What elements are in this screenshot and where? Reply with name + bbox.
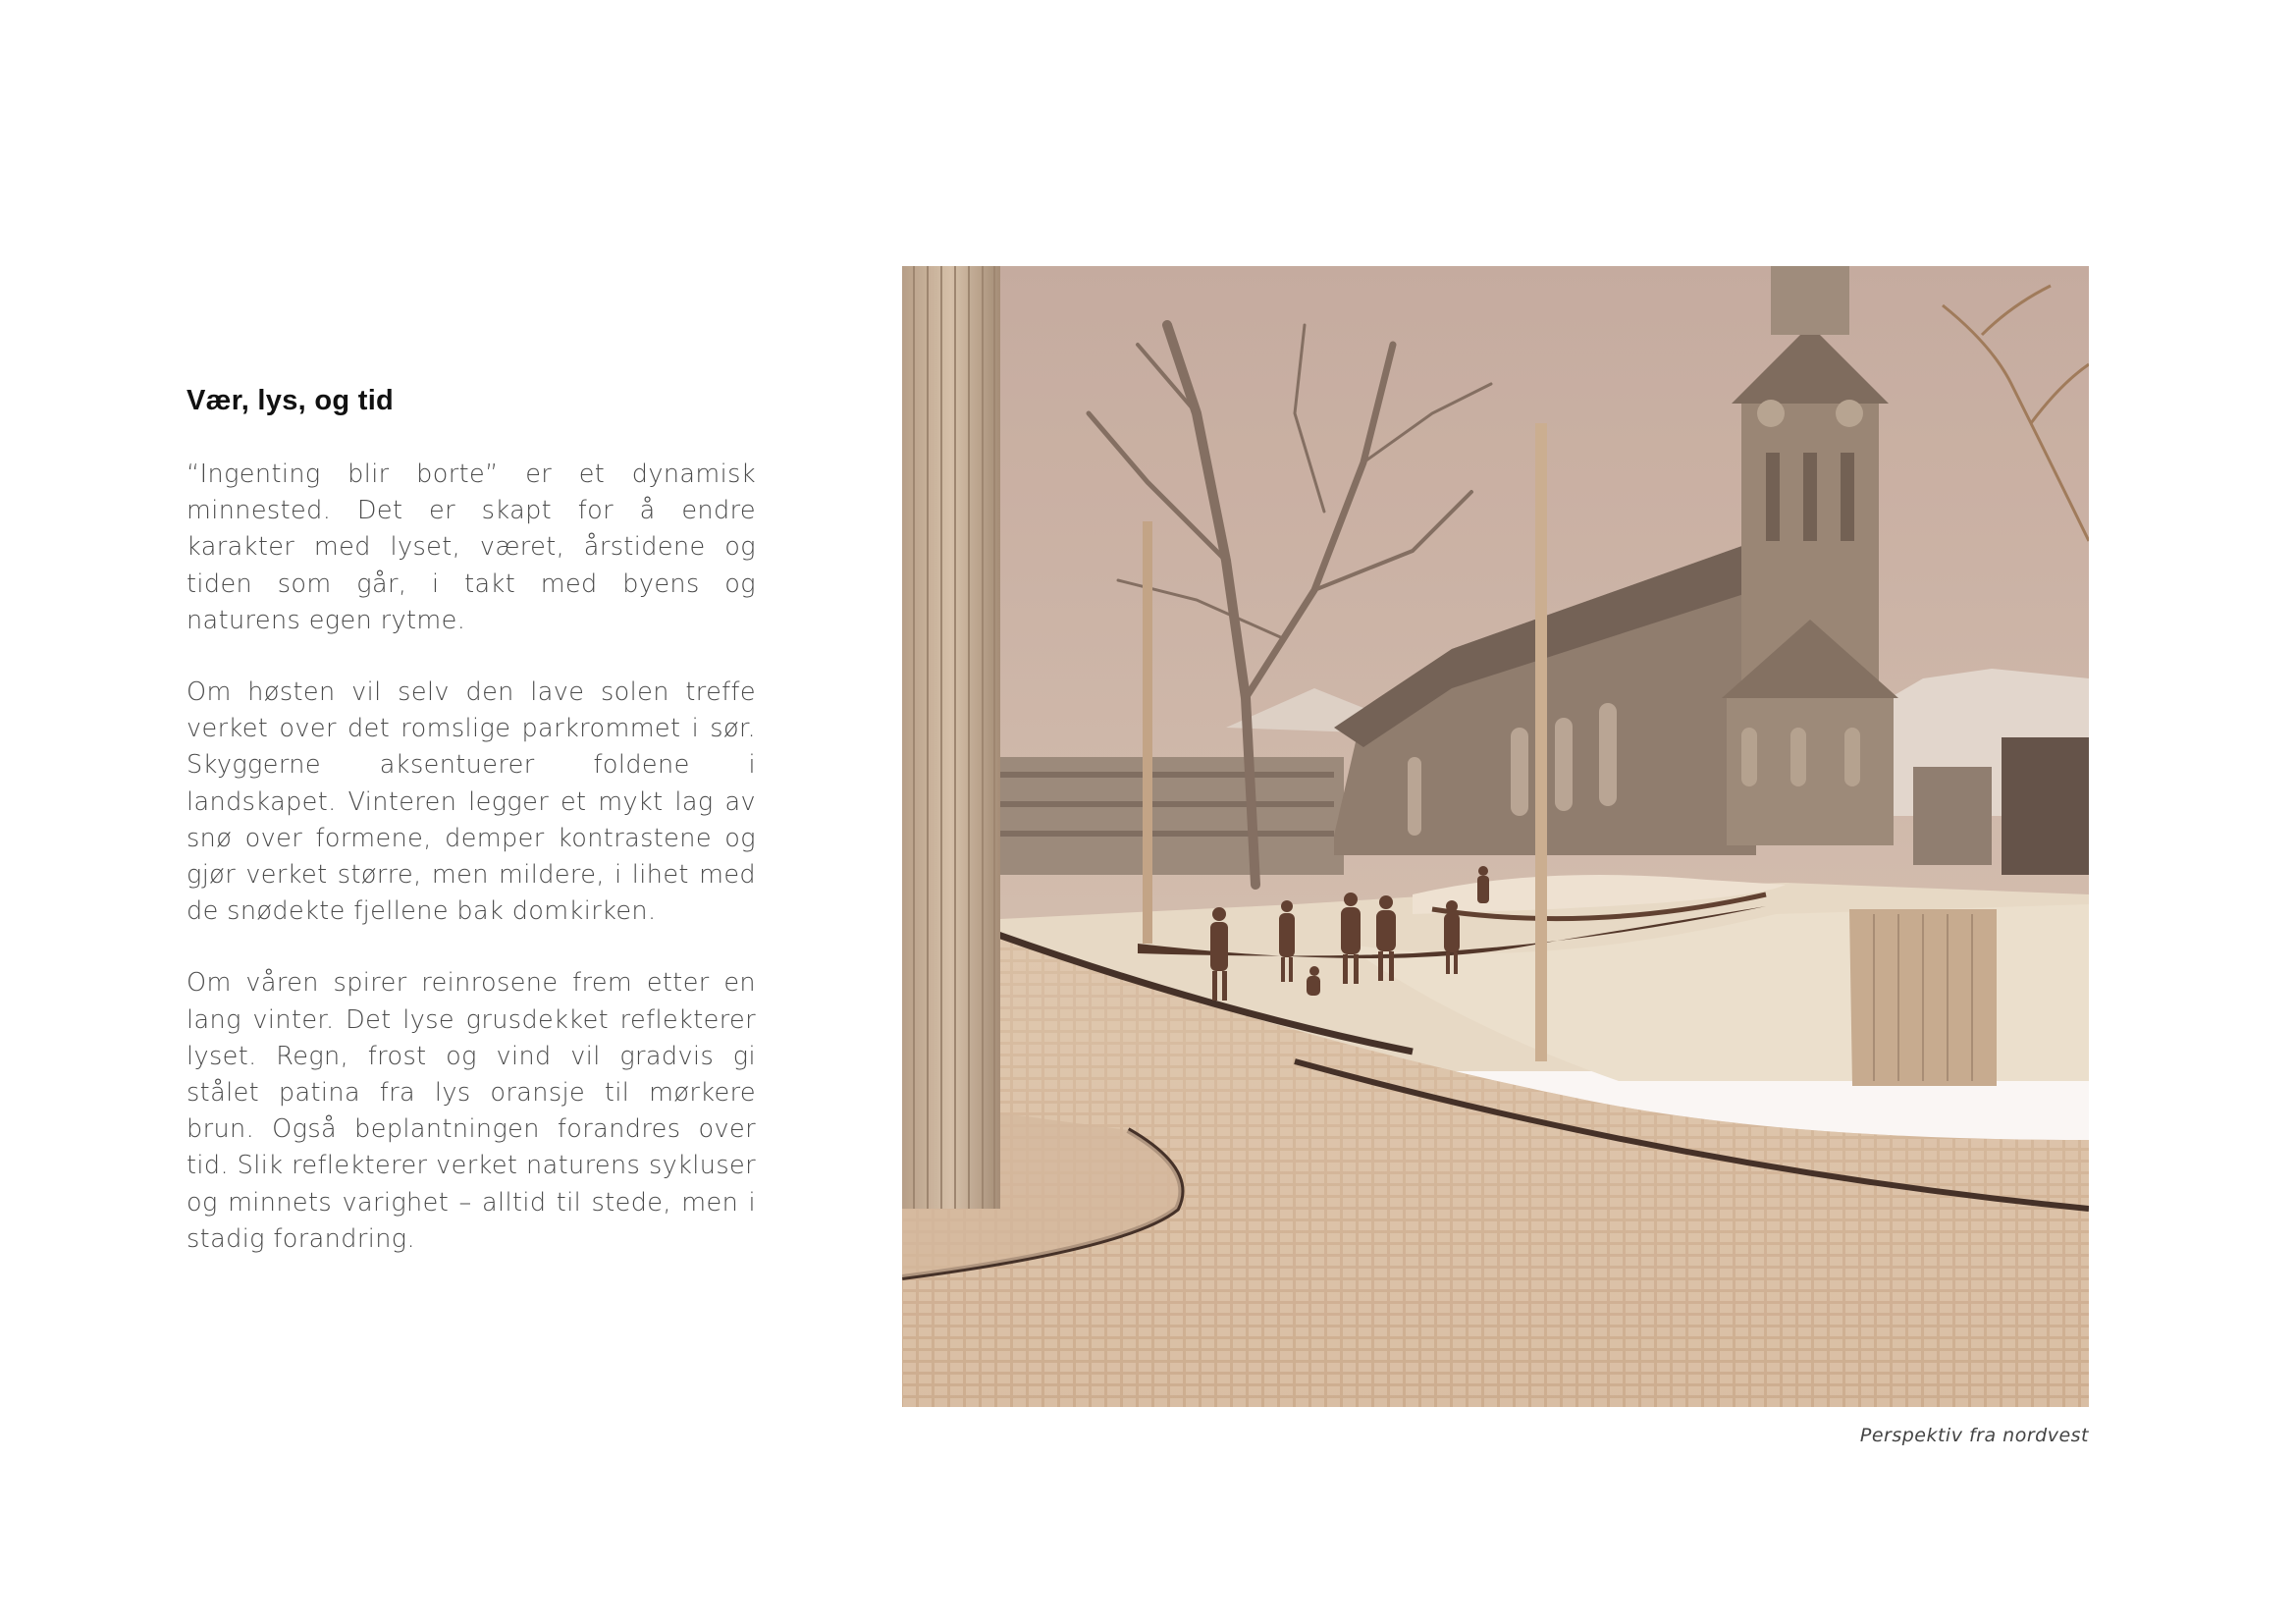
text-column [187,385,756,1293]
paragraph-autumn-winter: Om høsten vil selv den lave solen treffe verket over det romslige parkrommet i sør. Skyggerne aksentuerer foldene i landskapet. Vinteren legger et mykt lag av snø over formene, demper kontrastene og gjør verket større, men mildere, i lihet med de snødekte fjellene bak domkirken. [187,677,756,927]
figure-caption: Perspektiv fra nordvest [1859,1425,2089,1446]
perspective-image [902,266,2089,1407]
perspective-illustration [902,266,2089,1407]
paragraph-intro: “Ingenting blir borte” er et dynamisk minnested. Det er skapt for å endre karakter med lyset, været, årstidene og tiden som går, i takt med byens og naturens egen rytme. [187,460,756,635]
section-heading: Vær, lys, og tid [187,385,395,416]
paragraph-spring: Om våren spirer reinrosene frem etter en lang vinter. Det lyse grusdekket reflekterer lyset. Regn, frost og vind vil gradvis gi stålet patina fra lys oransje til mørkere brun. Også beplantningen forandres over tid. Slik reflekterer verket naturens sykluser og minnets varighet – alltid til stede, men i stadig forandring. [187,968,756,1254]
